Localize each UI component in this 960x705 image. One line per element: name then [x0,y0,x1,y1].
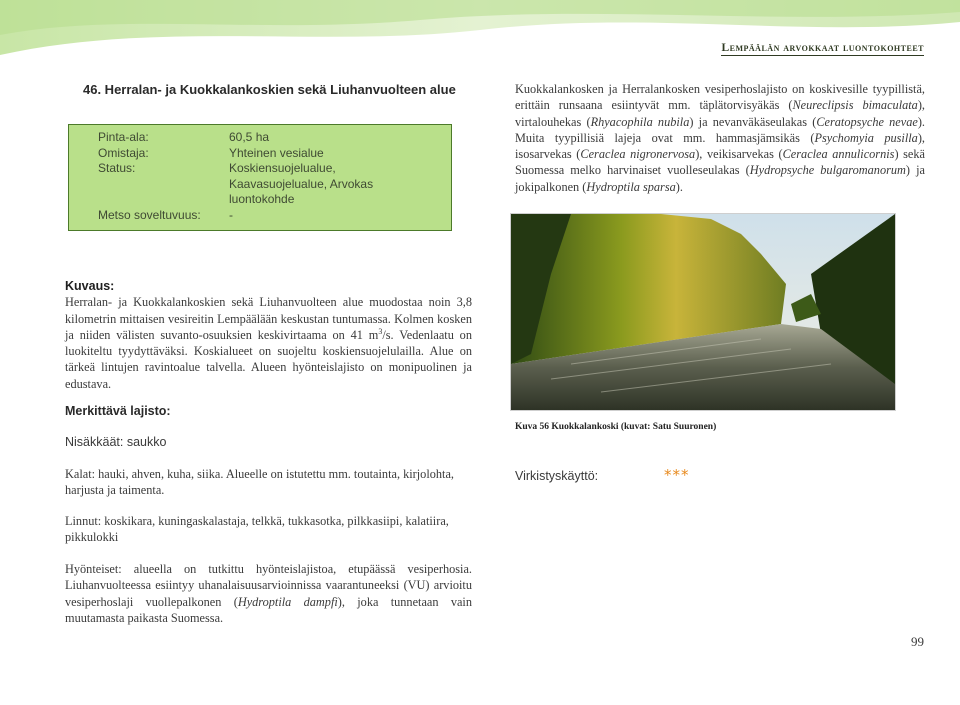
info-value: Yhteinen vesialue [229,145,324,160]
description-block [65,278,472,392]
text-span: ) ja nevanväkäseulakas ( [689,114,817,129]
page-number: 99 [911,634,924,649]
text-span: ) ja jokipalkonen ( [515,163,925,194]
description-text [65,294,472,392]
info-row-status [98,161,451,208]
info-box [68,124,452,231]
text-span: Hyönteiset: alueella on tutkittu hyönteislajistoa, etupäässä vesiperhosia. Liuhanvuolteessa esiintyy uhanalaisuusarvioinnissa vaarantuneeksi (VU) arvioitu vesiperhoslaji vuollepalkonen ( [65,562,472,609]
text-span: ), isosarvekas ( [515,130,925,162]
text-span: ). Muita tyypillisiä lajeja ovat mm. hammasjämsikäs ( [515,114,925,145]
info-row-metso [98,208,451,224]
text-span: Kuokkalankosken ja Herralankosken vesiperhoslajisto on koskivesille tyypillistä, erittäin runsaana esiintyvät mm. täplätorvisyäkäs ( [515,82,925,113]
info-row-area [98,130,451,146]
mammals-text: Nisäkkäät: saukko [65,435,167,449]
info-label: Omistaja: [98,145,149,160]
info-value: Koskiensuojelualue, Kaavasuojelualue, Arvokas luontokohde [229,161,374,206]
photo-caption: Kuva 56 Kuokkalankoski (kuvat: Satu Suuronen) [515,422,717,432]
latin-name: Ceraclea nigronervosa [580,147,696,162]
birds-text: Linnut: koskikara, kuningaskalastaja, telkkä, tukkasotka, pilkkasiipi, kalatiira, pikkulokki [65,514,449,545]
insects-text [65,561,472,626]
section-title: 46. Herralan- ja Kuokkalankoskien sekä Liuhanvuolteen alue [83,82,456,97]
text-span: ) sekä Suomessa melko harvinaiset vuolleseulakas ( [515,147,925,178]
text-span: ). [675,179,683,194]
running-header: Lempäälän arvokkaat luontokohteet [721,42,924,54]
description-heading: Kuvaus: [65,279,115,293]
recreation-stars-icon: *** [664,466,690,484]
recreation-label: Virkistyskäyttö: [515,469,599,483]
fish-text: Kalat: hauki, ahven, kuha, siika. Alueelle on istutettu mm. toutainta, kirjolohta, harjusta ja taimenta. [65,467,454,498]
info-value: - [229,207,233,222]
text-span: ), joka tunnetaan vain muutamasta paikasta Suomessa. [65,594,472,625]
text-span: ), virtalouhekas ( [515,98,925,129]
latin-name: Psychomyia pusilla [814,130,918,145]
info-label: Pinta-ala: [98,130,149,144]
latin-name: Hydroptila sparsa [586,179,676,194]
text-span: Herralan- ja Kuokkalankoskien sekä Liuhanvuolteen alue muodostaa noin 3,8 kilometrin mittaisen vesireitin Lempäälään keskustan tuntumassa. Kolmen kosken ja niiden välisten suvanto-osuuksien keskivirtaama on 41 m [65,295,472,342]
info-row-owner [98,146,451,162]
species-paragraph [515,81,925,195]
text-span: ), veikisarvekas ( [695,147,783,162]
latin-name: Ceratopsyche nevae [816,114,918,129]
text-span: /s. Vedenlaatu on luokiteltu tyydyttäväksi. Koskialueet on suojeltu koskiensuojelulailla. Alue on tärkeä lintujen ravintoalue talvella. Alueen hyönteislajisto on monipuolinen ja edustava. [65,327,472,391]
species-heading: Merkittävä lajisto: [65,404,171,418]
latin-name: Hydroptila dampfi [237,594,338,609]
latin-name: Hydropsyche bulgaromanorum [749,163,906,178]
latin-name: Ceraclea annulicornis [782,147,895,162]
river-photo [510,213,896,411]
info-label: Status: [98,161,136,175]
info-value: 60,5 ha [229,130,270,144]
superscript: 3 [378,326,383,336]
latin-name: Neureclipsis bimaculata [792,98,918,113]
latin-name: Rhyacophila nubila [590,114,690,129]
info-label: Metso soveltuvuus: [98,207,201,222]
